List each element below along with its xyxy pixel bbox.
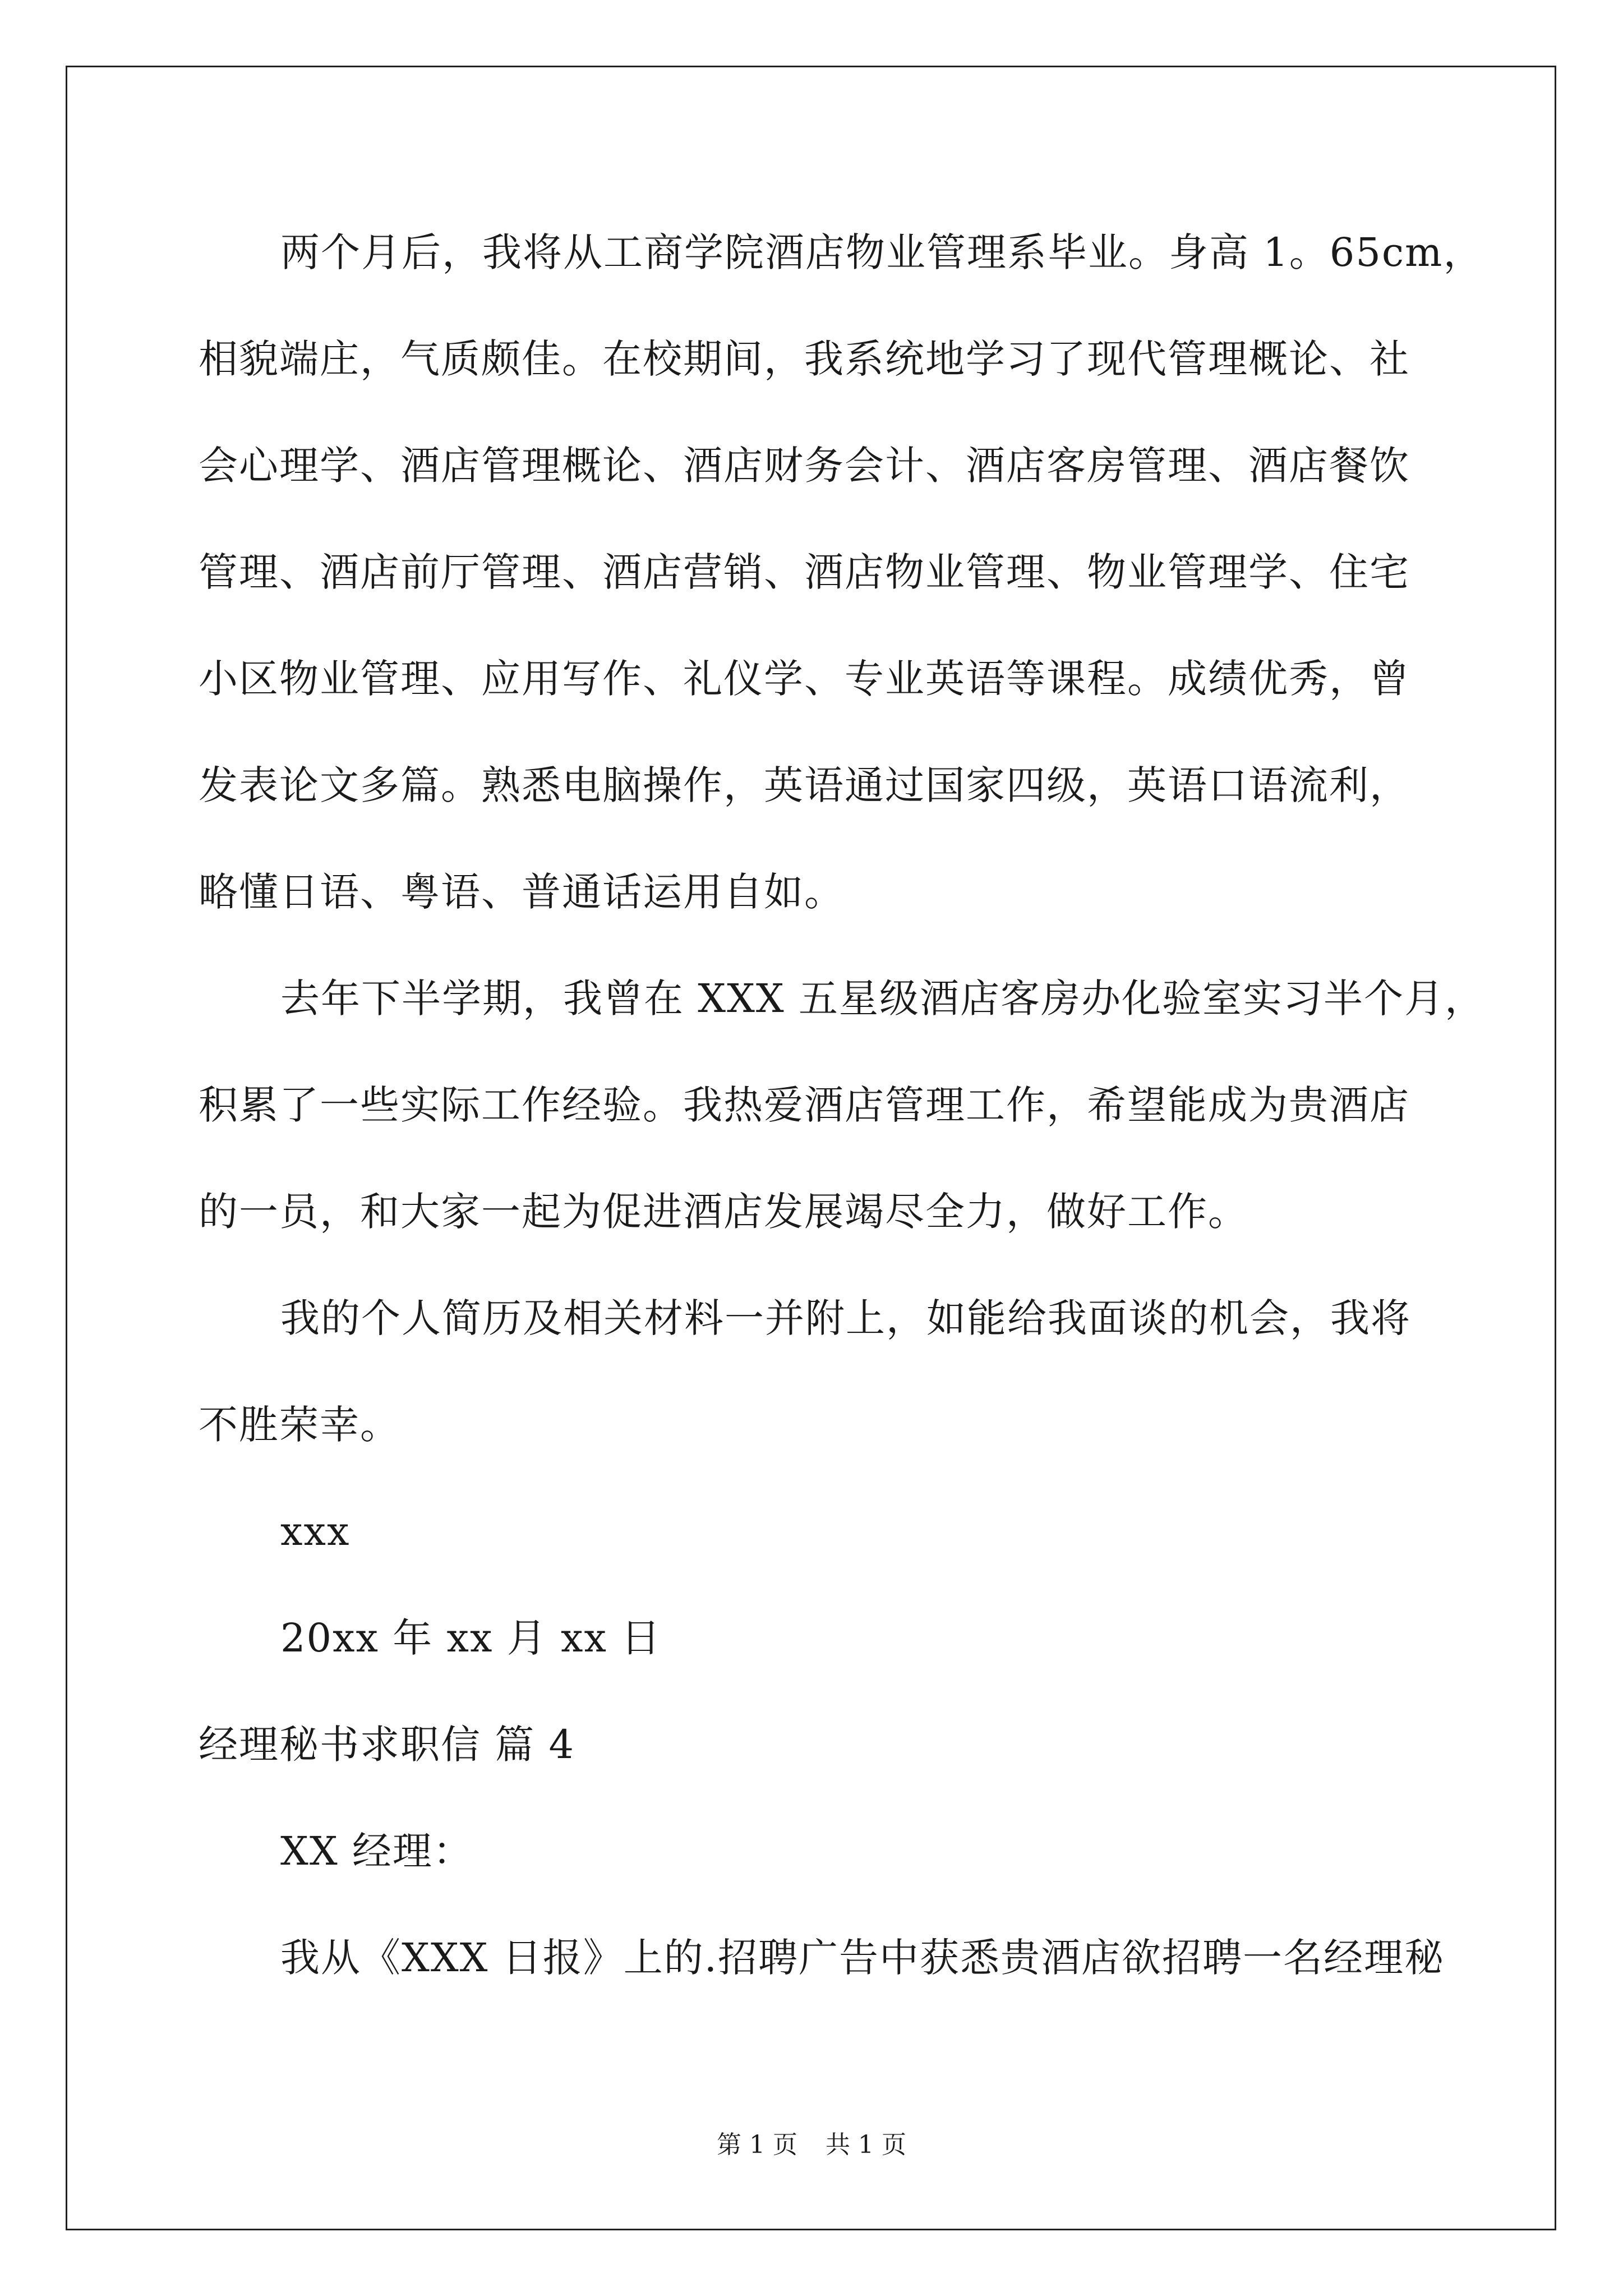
paragraph-2-line-2: 积累了一些实际工作经验。我热爱酒店管理工作，希望能成为贵酒店 (199, 1082, 1410, 1128)
paragraph-1-line-5: 小区物业管理、应用写作、礼仪学、专业英语等课程。成绩优秀，曾 (199, 656, 1410, 702)
paragraph-1-line-7: 略懂日语、粤语、普通话运用自如。 (199, 869, 845, 915)
date-line: 20xx 年 xx 月 xx 日 (280, 1615, 662, 1661)
paragraph-3-line-2: 不胜荣幸。 (199, 1402, 400, 1448)
paragraph-3-line-1: 我的个人简历及相关材料一并附上，如能给我面谈的机会，我将 (280, 1295, 1411, 1341)
page-number-current: 第 1 页 (717, 2131, 797, 2159)
section-title: 经理秘书求职信 篇 4 (199, 1722, 575, 1768)
page-footer (0, 2128, 1623, 2162)
paragraph-1-line-6: 发表论文多篇。熟悉电脑操作，英语通过国家四级，英语口语流利， (199, 762, 1410, 808)
salutation: XX 经理： (280, 1828, 473, 1874)
paragraph-2-line-1: 去年下半学期，我曾在 XXX 五星级酒店客房办化验室实习半个月， (280, 976, 1486, 1022)
paragraph-1-line-4: 管理、酒店前厅管理、酒店营销、酒店物业管理、物业管理学、住宅 (199, 549, 1410, 595)
signature: xxx (280, 1508, 351, 1554)
paragraph-1-line-1: 两个月后，我将从工商学院酒店物业管理系毕业。身高 1。65cm， (280, 229, 1484, 275)
page-number-total: 共 1 页 (826, 2131, 906, 2159)
paragraph-1-line-3: 会心理学、酒店管理概论、酒店财务会计、酒店客房管理、酒店餐饮 (199, 443, 1410, 489)
paragraph-1-line-2: 相貌端庄，气质颇佳。在校期间，我系统地学习了现代管理概论、社 (199, 336, 1410, 382)
paragraph-2-line-3: 的一员，和大家一起为促进酒店发展竭尽全力，做好工作。 (199, 1189, 1248, 1235)
next-paragraph-line-1: 我从《XXX 日报》上的.招聘广告中获悉贵酒店欲招聘一名经理秘 (280, 1935, 1445, 1981)
page-border (66, 66, 1556, 2230)
